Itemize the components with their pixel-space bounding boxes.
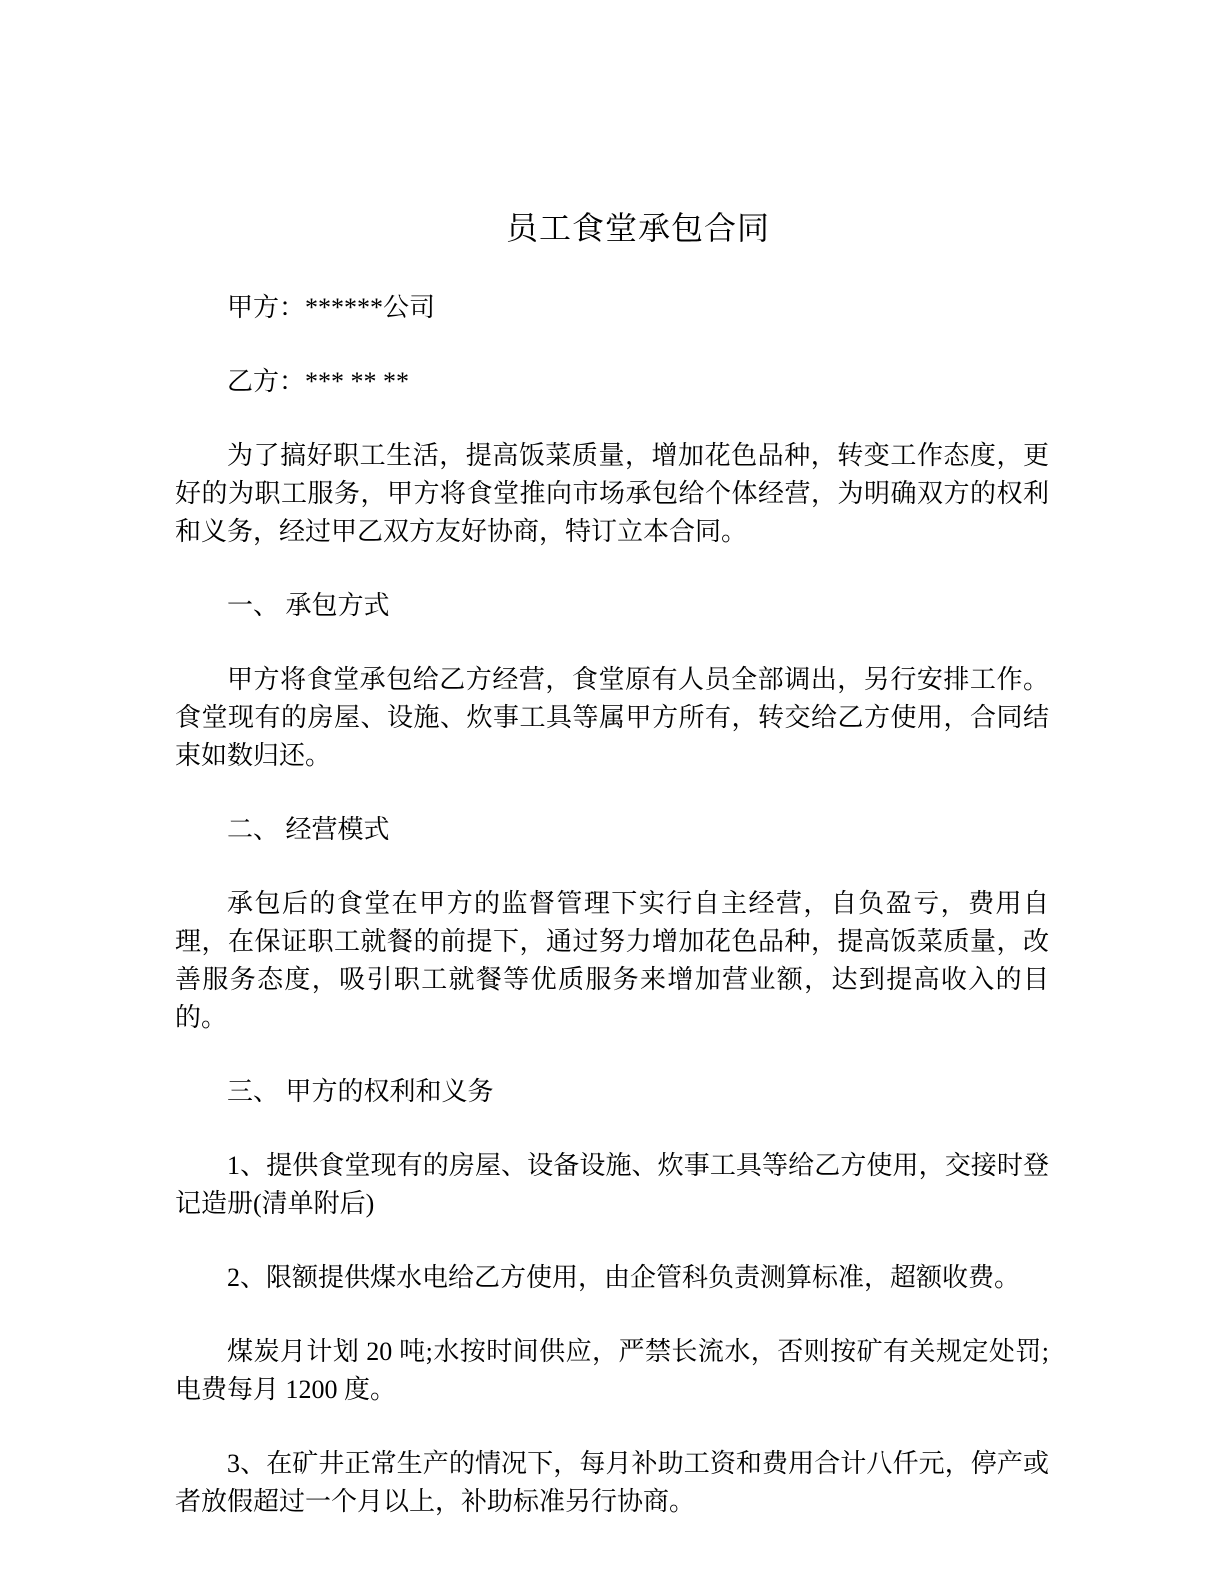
section-3-item-2-detail: 煤炭月计划 20 吨;水按时间供应，严禁长流水，否则按矿有关规定处罚;电费每月 1200 度。 — [175, 1337, 1049, 1404]
document-title: 员工食堂承包合同 — [505, 210, 770, 246]
preamble-paragraph: 为了搞好职工生活，提高饭菜质量，增加花色品种，转变工作态度，更好的为职工服务，甲方将食堂推向市场承包给个体经营，为明确双方的权利和义务，经过甲乙双方友好协商，特订立本合同。 — [175, 441, 1049, 546]
section-2-heading: 二、 经营模式 — [227, 815, 390, 844]
party-b-line: 乙方：*** ** ** — [227, 367, 410, 396]
section-1-paragraph: 甲方将食堂承包给乙方经营，食堂原有人员全部调出，另行安排工作。食堂现有的房屋、设施、炊事工具等属甲方所有，转交给乙方使用，合同结束如数归还。 — [175, 665, 1049, 770]
section-3-item-1: 1、提供食堂现有的房屋、设备设施、炊事工具等给乙方使用，交接时登记造册(清单附后) — [175, 1151, 1049, 1218]
section-2-paragraph: 承包后的食堂在甲方的监督管理下实行自主经营，自负盈亏，费用自理，在保证职工就餐的前提下，通过努力增加花色品种，提高饭菜质量，改善服务态度，吸引职工就餐等优质服务来增加营业额，达到提高收入的目的。 — [175, 889, 1049, 1032]
party-a-line: 甲方：******公司 — [227, 293, 436, 322]
section-3-item-3: 3、在矿井正常生产的情况下，每月补助工资和费用合计八仟元，停产或者放假超过一个月以上，补助标准另行协商。 — [175, 1449, 1049, 1516]
section-3-heading: 三、 甲方的权利和义务 — [227, 1077, 494, 1106]
section-1-heading: 一、 承包方式 — [227, 591, 390, 620]
section-3-item-2: 2、限额提供煤水电给乙方使用，由企管科负责测算标准，超额收费。 — [227, 1263, 1021, 1292]
